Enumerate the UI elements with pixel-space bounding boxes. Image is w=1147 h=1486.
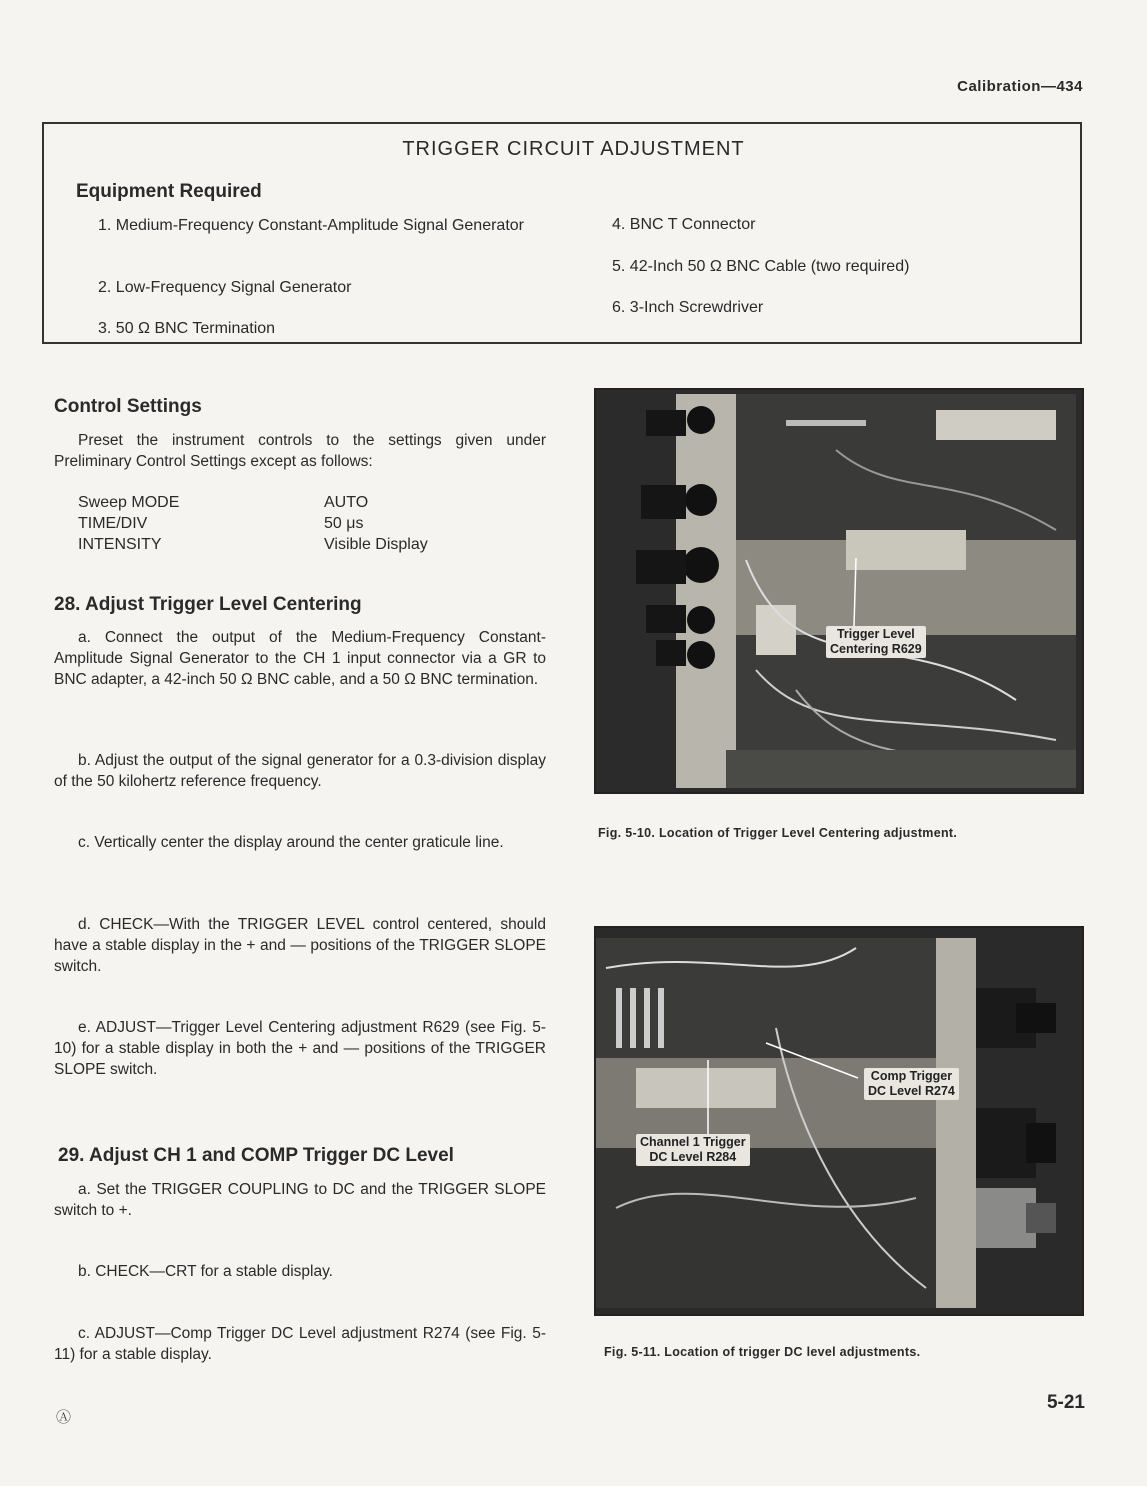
revision-mark: Ⓐ (56, 1409, 72, 1426)
figure-5-11-caption: Fig. 5-11. Location of trigger DC level adjustments. (604, 1345, 921, 1359)
step-29-heading: 29. Adjust CH 1 and COMP Trigger DC Level (58, 1145, 454, 1166)
circuit-board-image (596, 928, 1082, 1314)
figure-5-10-photo (594, 388, 1084, 794)
equipment-heading: Equipment Required (76, 181, 262, 202)
running-header: Calibration—434 (957, 78, 1083, 95)
callout-trigger-level-centering (826, 626, 926, 658)
circuit-board-image (596, 390, 1082, 792)
step-29a: a. Set the TRIGGER COUPLING to DC and the TRIGGER SLOPE switch to +. (54, 1181, 546, 1219)
setting-value: Visible Display (324, 536, 428, 553)
equipment-item-6: 6. 3-Inch Screwdriver (612, 299, 764, 316)
step-28d: d. CHECK—With the TRIGGER LEVEL control centered, should have a stable display in the + and — positions of the TRIGGER SLOPE switch. (54, 916, 546, 975)
setting-value: 50 μs (324, 515, 364, 532)
callout-line: Centering R629 (830, 642, 922, 656)
step-28c: c. Vertically center the display around the center graticule line. (78, 834, 504, 851)
step-29c: c. ADJUST—Comp Trigger DC Level adjustment R274 (see Fig. 5-11) for a stable display. (54, 1325, 546, 1363)
equipment-item-5: 5. 42-Inch 50 Ω BNC Cable (two required) (612, 258, 910, 275)
setting-value: AUTO (324, 494, 369, 511)
step-28-heading: 28. Adjust Trigger Level Centering (54, 594, 362, 615)
step-29b: b. CHECK—CRT for a stable display. (78, 1263, 333, 1280)
callout-comp-trigger-dc-level (864, 1068, 959, 1100)
control-settings-intro: Preset the instrument controls to the settings given under Preliminary Control Settings except as follows: (54, 432, 546, 470)
callout-line: Comp Trigger (870, 1069, 953, 1083)
setting-control: TIME/DIV (78, 515, 148, 532)
section-title: TRIGGER CIRCUIT ADJUSTMENT (402, 138, 745, 160)
setting-control: Sweep MODE (78, 494, 180, 511)
setting-control: INTENSITY (78, 536, 162, 553)
callout-line: Trigger Level (836, 627, 915, 641)
step-28e: e. ADJUST—Trigger Level Centering adjustment R629 (see Fig. 5-10) for a stable display in both the + and — positions of the TRIGGER SLOPE switch. (54, 1019, 546, 1078)
equipment-item-4: 4. BNC T Connector (612, 216, 756, 233)
callout-line: DC Level R274 (868, 1084, 955, 1098)
callout-line: DC Level R284 (649, 1150, 737, 1164)
step-28b: b. Adjust the output of the signal generator for a 0.3-division display of the 50 kilohertz reference frequency. (54, 752, 546, 790)
equipment-item-1: 1. Medium-Frequency Constant-Amplitude Signal Generator (98, 217, 524, 234)
step-28a: a. Connect the output of the Medium-Frequency Constant-Amplitude Signal Generator to the CH 1 input connector via a GR to BNC adapter, a 42-inch 50 Ω BNC cable, and a 50 Ω BNC termination. (54, 629, 546, 688)
figure-5-11-photo (594, 926, 1084, 1316)
control-settings-heading: Control Settings (54, 396, 202, 417)
page-number: 5-21 (1046, 1392, 1085, 1413)
figure-5-10-caption: Fig. 5-10. Location of Trigger Level Centering adjustment. (598, 826, 958, 840)
callout-line: Channel 1 Trigger (640, 1135, 746, 1149)
equipment-item-3: 3. 50 Ω BNC Termination (98, 320, 276, 337)
equipment-item-2: 2. Low-Frequency Signal Generator (98, 279, 352, 296)
callout-channel-1-trigger-dc-level (636, 1134, 750, 1166)
